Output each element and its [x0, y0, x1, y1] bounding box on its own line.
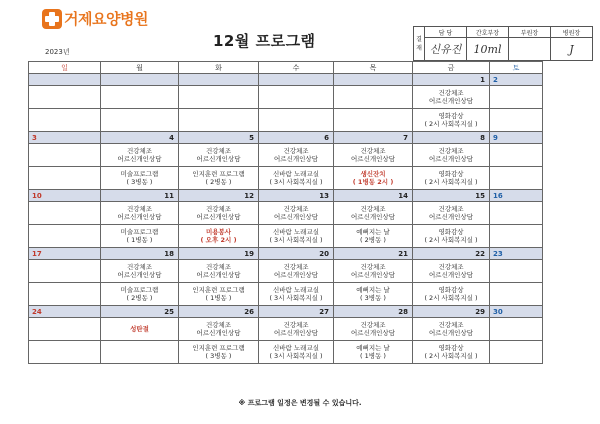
date-cell: 5	[179, 132, 259, 144]
weekday-header: 화	[179, 62, 259, 74]
activity-cell	[29, 341, 101, 364]
activity-row	[29, 260, 543, 283]
activity-cell: 건강체조 어르신개인상담	[334, 318, 413, 341]
activity-cell	[490, 167, 543, 190]
weekday-header-row	[29, 62, 543, 74]
activity-cell: 건강체조 어르신개인상담	[413, 202, 490, 225]
date-cell: 16	[490, 190, 543, 202]
date-cell: 18	[101, 248, 179, 260]
date-cell	[101, 74, 179, 86]
medical-cross-icon	[42, 9, 62, 29]
date-row	[29, 74, 543, 86]
activity-cell: 인지훈련 프로그램 ( 2병동 )	[179, 167, 259, 190]
activity-cell	[29, 260, 101, 283]
activity-cell	[490, 109, 543, 132]
activity-cell: 영화감상 ( 2시 사회복지실 )	[413, 167, 490, 190]
activity-cell: 영화감상 ( 2시 사회복지실 )	[413, 283, 490, 306]
activity-cell	[29, 86, 101, 109]
signature-cell: 신유진	[425, 38, 467, 61]
activity-row	[29, 341, 543, 364]
signature-cell	[509, 38, 551, 61]
date-cell	[259, 74, 334, 86]
activity-cell: 신바람 노래교실 ( 3시 사회복지실 )	[259, 283, 334, 306]
date-cell: 22	[413, 248, 490, 260]
activity-cell: 건강체조 어르신개인상담	[179, 202, 259, 225]
hospital-logo	[42, 8, 148, 29]
activity-row	[29, 109, 543, 132]
activity-row	[29, 225, 543, 248]
activity-row	[29, 283, 543, 306]
activity-cell: 건강체조 어르신개인상담	[101, 144, 179, 167]
activity-cell: 건강체조 어르신개인상담	[413, 86, 490, 109]
activity-cell	[259, 86, 334, 109]
date-cell: 24	[29, 306, 101, 318]
activity-cell: 건강체조 어르신개인상담	[179, 260, 259, 283]
date-row	[29, 132, 543, 144]
activity-cell: 건강체조 어르신개인상담	[259, 202, 334, 225]
date-cell: 15	[413, 190, 490, 202]
page-title: 12월 프로그램	[213, 32, 316, 50]
activity-row	[29, 167, 543, 190]
date-cell: 13	[259, 190, 334, 202]
weekday-header: 일	[29, 62, 101, 74]
activity-cell: 건강체조 어르신개인상담	[334, 144, 413, 167]
activity-cell	[29, 318, 101, 341]
date-cell: 1	[413, 74, 490, 86]
date-cell: 27	[259, 306, 334, 318]
date-cell: 21	[334, 248, 413, 260]
activity-cell: 미술프로그램 ( 3병동 )	[101, 167, 179, 190]
activity-cell	[179, 86, 259, 109]
activity-cell: 건강체조 어르신개인상담	[413, 318, 490, 341]
date-cell: 12	[179, 190, 259, 202]
activity-cell: 신바람 노래교실 ( 3시 사회복지실 )	[259, 167, 334, 190]
activity-cell: 건강체조 어르신개인상담	[413, 260, 490, 283]
signature-cell: 10ml	[467, 38, 509, 61]
approval-col-label: 부원장	[509, 27, 551, 38]
calendar-table	[28, 61, 543, 364]
date-cell	[334, 74, 413, 86]
activity-cell: 건강체조 어르신개인상담	[334, 260, 413, 283]
activity-cell: 건강체조 어르신개인상담	[334, 202, 413, 225]
date-cell: 6	[259, 132, 334, 144]
approval-side-label: 결 재	[414, 27, 425, 61]
activity-cell: 인지훈련 프로그램 ( 3병동 )	[179, 341, 259, 364]
date-row	[29, 190, 543, 202]
activity-cell	[179, 109, 259, 132]
weekday-header: 월	[101, 62, 179, 74]
activity-cell	[29, 225, 101, 248]
activity-cell: 영화감상 ( 2시 사회복지실 )	[413, 225, 490, 248]
activity-cell: 건강체조 어르신개인상담	[101, 260, 179, 283]
date-cell: 4	[101, 132, 179, 144]
signature-cell: J	[551, 38, 593, 61]
activity-cell: 예뻐지는 날 ( 1병동 )	[334, 341, 413, 364]
weekday-header: 토	[490, 62, 543, 74]
activity-cell	[29, 202, 101, 225]
activity-cell	[490, 144, 543, 167]
date-cell: 8	[413, 132, 490, 144]
date-cell: 17	[29, 248, 101, 260]
date-cell: 30	[490, 306, 543, 318]
activity-row	[29, 202, 543, 225]
activity-cell: 신바람 노래교실 ( 3시 사회복지실 )	[259, 341, 334, 364]
activity-cell	[334, 86, 413, 109]
date-cell: 3	[29, 132, 101, 144]
date-cell: 19	[179, 248, 259, 260]
activity-cell	[490, 225, 543, 248]
activity-cell: 건강체조 어르신개인상담	[179, 318, 259, 341]
date-cell: 10	[29, 190, 101, 202]
activity-cell: 예뻐지는 날 ( 2병동 )	[334, 225, 413, 248]
date-cell: 29	[413, 306, 490, 318]
activity-cell: 건강체조 어르신개인상담	[413, 144, 490, 167]
calendar-body	[29, 74, 543, 364]
date-cell: 2	[490, 74, 543, 86]
weekday-header: 목	[334, 62, 413, 74]
date-cell	[29, 74, 101, 86]
activity-cell: 미술프로그램 ( 1병동 )	[101, 225, 179, 248]
activity-cell	[490, 86, 543, 109]
activity-cell	[29, 167, 101, 190]
activity-cell: 생신잔치 ( 1병동 2시 )	[334, 167, 413, 190]
logo-text: 거제요양병원	[64, 10, 148, 28]
activity-cell	[259, 109, 334, 132]
activity-cell	[29, 144, 101, 167]
date-cell: 20	[259, 248, 334, 260]
date-cell: 26	[179, 306, 259, 318]
activity-cell: 건강체조 어르신개인상담	[259, 144, 334, 167]
activity-cell	[334, 109, 413, 132]
activity-cell	[490, 202, 543, 225]
activity-row	[29, 86, 543, 109]
activity-cell	[29, 109, 101, 132]
activity-cell: 건강체조 어르신개인상담	[259, 260, 334, 283]
activity-cell: 인지훈련 프로그램 ( 1병동 )	[179, 283, 259, 306]
weekday-header: 금	[413, 62, 490, 74]
approval-box	[413, 26, 593, 61]
activity-row	[29, 144, 543, 167]
date-cell: 28	[334, 306, 413, 318]
activity-cell	[101, 109, 179, 132]
activity-cell: 미용봉사 ( 오후 2시 )	[179, 225, 259, 248]
date-cell: 14	[334, 190, 413, 202]
activity-cell	[29, 283, 101, 306]
approval-col-label: 간호부장	[467, 27, 509, 38]
date-cell	[179, 74, 259, 86]
activity-cell: 건강체조 어르신개인상담	[179, 144, 259, 167]
activity-cell: 신바람 노래교실 ( 3시 사회복지실 )	[259, 225, 334, 248]
date-row	[29, 248, 543, 260]
year-label: 2023년	[45, 48, 70, 56]
weekday-header: 수	[259, 62, 334, 74]
activity-cell: 미술프로그램 ( 2병동 )	[101, 283, 179, 306]
date-cell: 7	[334, 132, 413, 144]
activity-cell: 건강체조 어르신개인상담	[259, 318, 334, 341]
activity-cell: 성탄절	[101, 318, 179, 341]
activity-cell	[490, 260, 543, 283]
activity-cell	[101, 341, 179, 364]
activity-cell: 영화감상 ( 2시 사회복지실 )	[413, 341, 490, 364]
activity-cell	[490, 318, 543, 341]
date-cell: 11	[101, 190, 179, 202]
schedule-change-note: ※ 프로그램 일정은 변경될 수 있습니다.	[238, 399, 362, 407]
date-cell: 23	[490, 248, 543, 260]
activity-cell: 예뻐지는 날 ( 3병동 )	[334, 283, 413, 306]
activity-cell	[490, 283, 543, 306]
date-cell: 9	[490, 132, 543, 144]
activity-row	[29, 318, 543, 341]
activity-cell	[101, 86, 179, 109]
date-row	[29, 306, 543, 318]
approval-col-label: 병원장	[551, 27, 593, 38]
activity-cell: 건강체조 어르신개인상담	[101, 202, 179, 225]
activity-cell	[490, 341, 543, 364]
activity-cell: 영화감상 ( 2시 사회복지실 )	[413, 109, 490, 132]
date-cell: 25	[101, 306, 179, 318]
approval-col-label: 담 당	[425, 27, 467, 38]
